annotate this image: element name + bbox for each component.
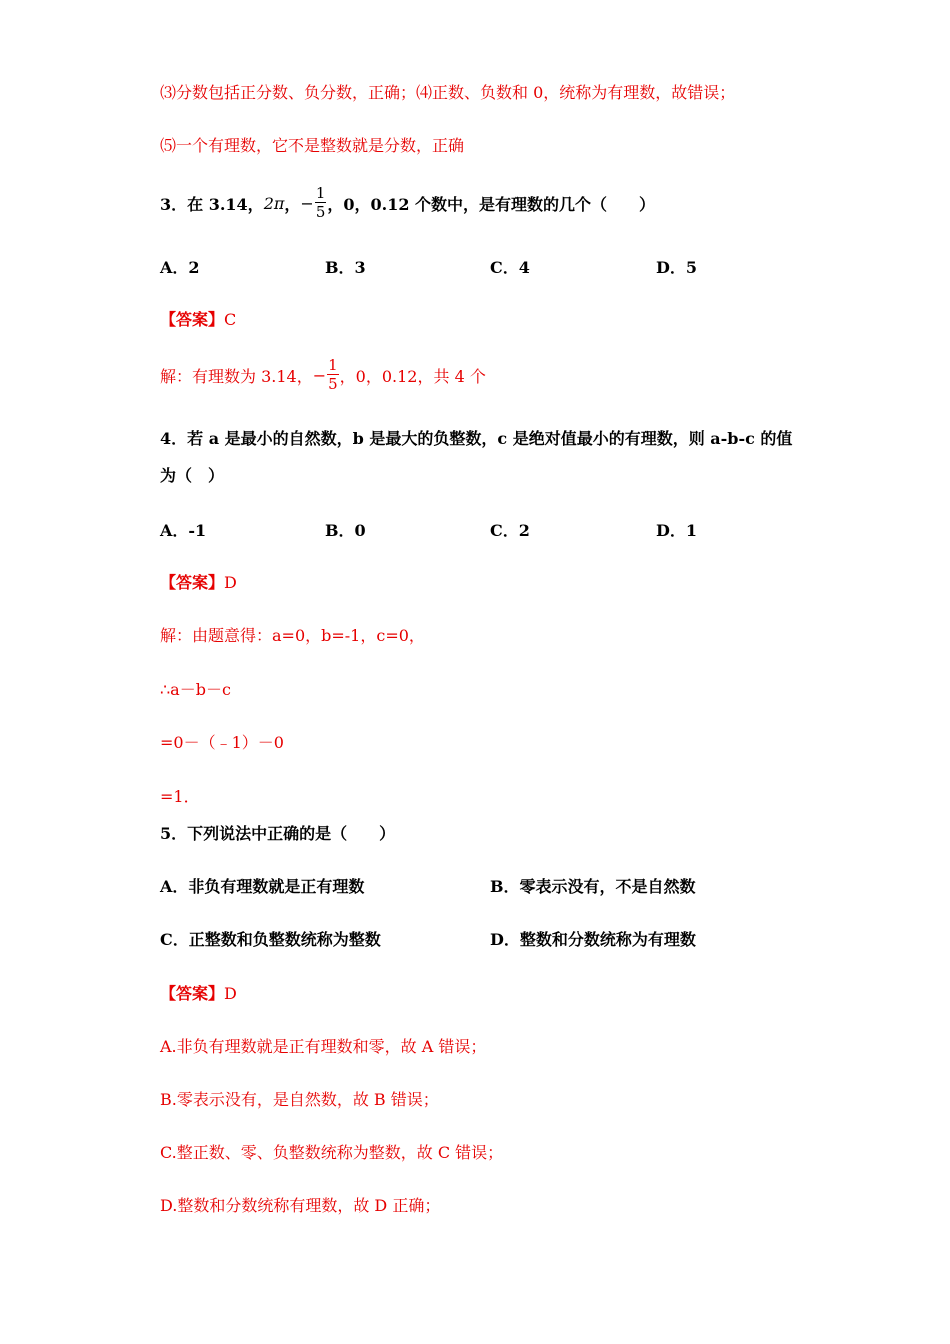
fraction-one-fifth [327,358,339,392]
solution-line: 解：由题意得：a=0，b=-1，c=0， [160,626,425,645]
answer-value: D [224,984,237,1003]
option-a: A．2 [160,258,200,277]
option-b: B．零表示没有，不是自然数 [490,877,696,896]
solution-line: ⑸一个有理数，它不是整数就是分数，正确 [160,136,465,155]
solution-line: ∴a－b－c [160,680,231,699]
answer-tag: 【答案】 [160,984,225,1003]
option-a: A．非负有理数就是正有理数 [160,877,365,896]
option-a: A．-1 [160,521,207,540]
question-3-text-before: 3．在 3.14， [160,194,264,214]
solution-line: ⑶分数包括正分数、负分数，正确；⑷正数、负数和 0，统称为有理数，故错误； [160,83,736,102]
solution-line: =1． [160,787,200,806]
answer-line [160,307,236,330]
fraction-denominator: 5 [328,375,338,393]
answer-value: D [224,573,237,592]
solution-text-before: 解：有理数为 3.14， [160,366,313,386]
fraction-numerator: 1 [328,356,338,374]
fraction-denominator: 5 [315,203,326,221]
option-d: D．1 [656,521,698,540]
two-pi-expression: 2π [263,193,285,213]
answer-line [160,981,237,1004]
fraction-one-fifth [315,186,327,220]
question-5-stem: 5．下列说法中正确的是（ ） [160,824,396,843]
fraction-numerator: 1 [315,184,326,202]
answer-line [160,570,237,593]
answer-tag: 【答案】 [160,573,225,592]
minus-sign: − [300,193,314,213]
solution-text-after: ，0，0.12，共 4 个 [339,366,486,386]
option-c: C．4 [490,258,530,277]
option-c: C．正整数和负整数统称为整数 [160,930,381,949]
solution-line: D.整数和分数统称有理数，故 D 正确； [160,1196,441,1215]
question-3-comma: ， [284,194,301,214]
option-b: B．3 [325,258,366,277]
option-c: C．2 [490,521,530,540]
answer-value: C [224,310,237,329]
question-4-stem-line1: 4．若 a 是最小的自然数，b 是最大的负整数，c 是绝对值最小的有理数，则 a-b-c 的值 [160,429,793,448]
question-3-stem [160,183,655,223]
solution-line: =0－（﹣1）－0 [160,733,284,752]
minus-sign: − [312,365,327,385]
option-b: B．0 [325,521,366,540]
question-3-text-after: ，0，0.12 个数中，是有理数的几个（ ） [327,194,656,214]
answer-tag: 【答案】 [160,310,225,329]
solution-line: C.整正数、零、负整数统称为整数，故 C 错误； [160,1143,504,1162]
solution-line: B.零表示没有，是自然数，故 B 错误； [160,1090,439,1109]
solution-line: A.非负有理数就是正有理数和零，故 A 错误； [160,1037,487,1056]
option-d: D．5 [656,258,698,277]
question-3-solution [160,355,486,395]
option-d: D．整数和分数统称为有理数 [490,930,696,949]
question-4-stem-line2: 为（ ） [160,466,225,485]
